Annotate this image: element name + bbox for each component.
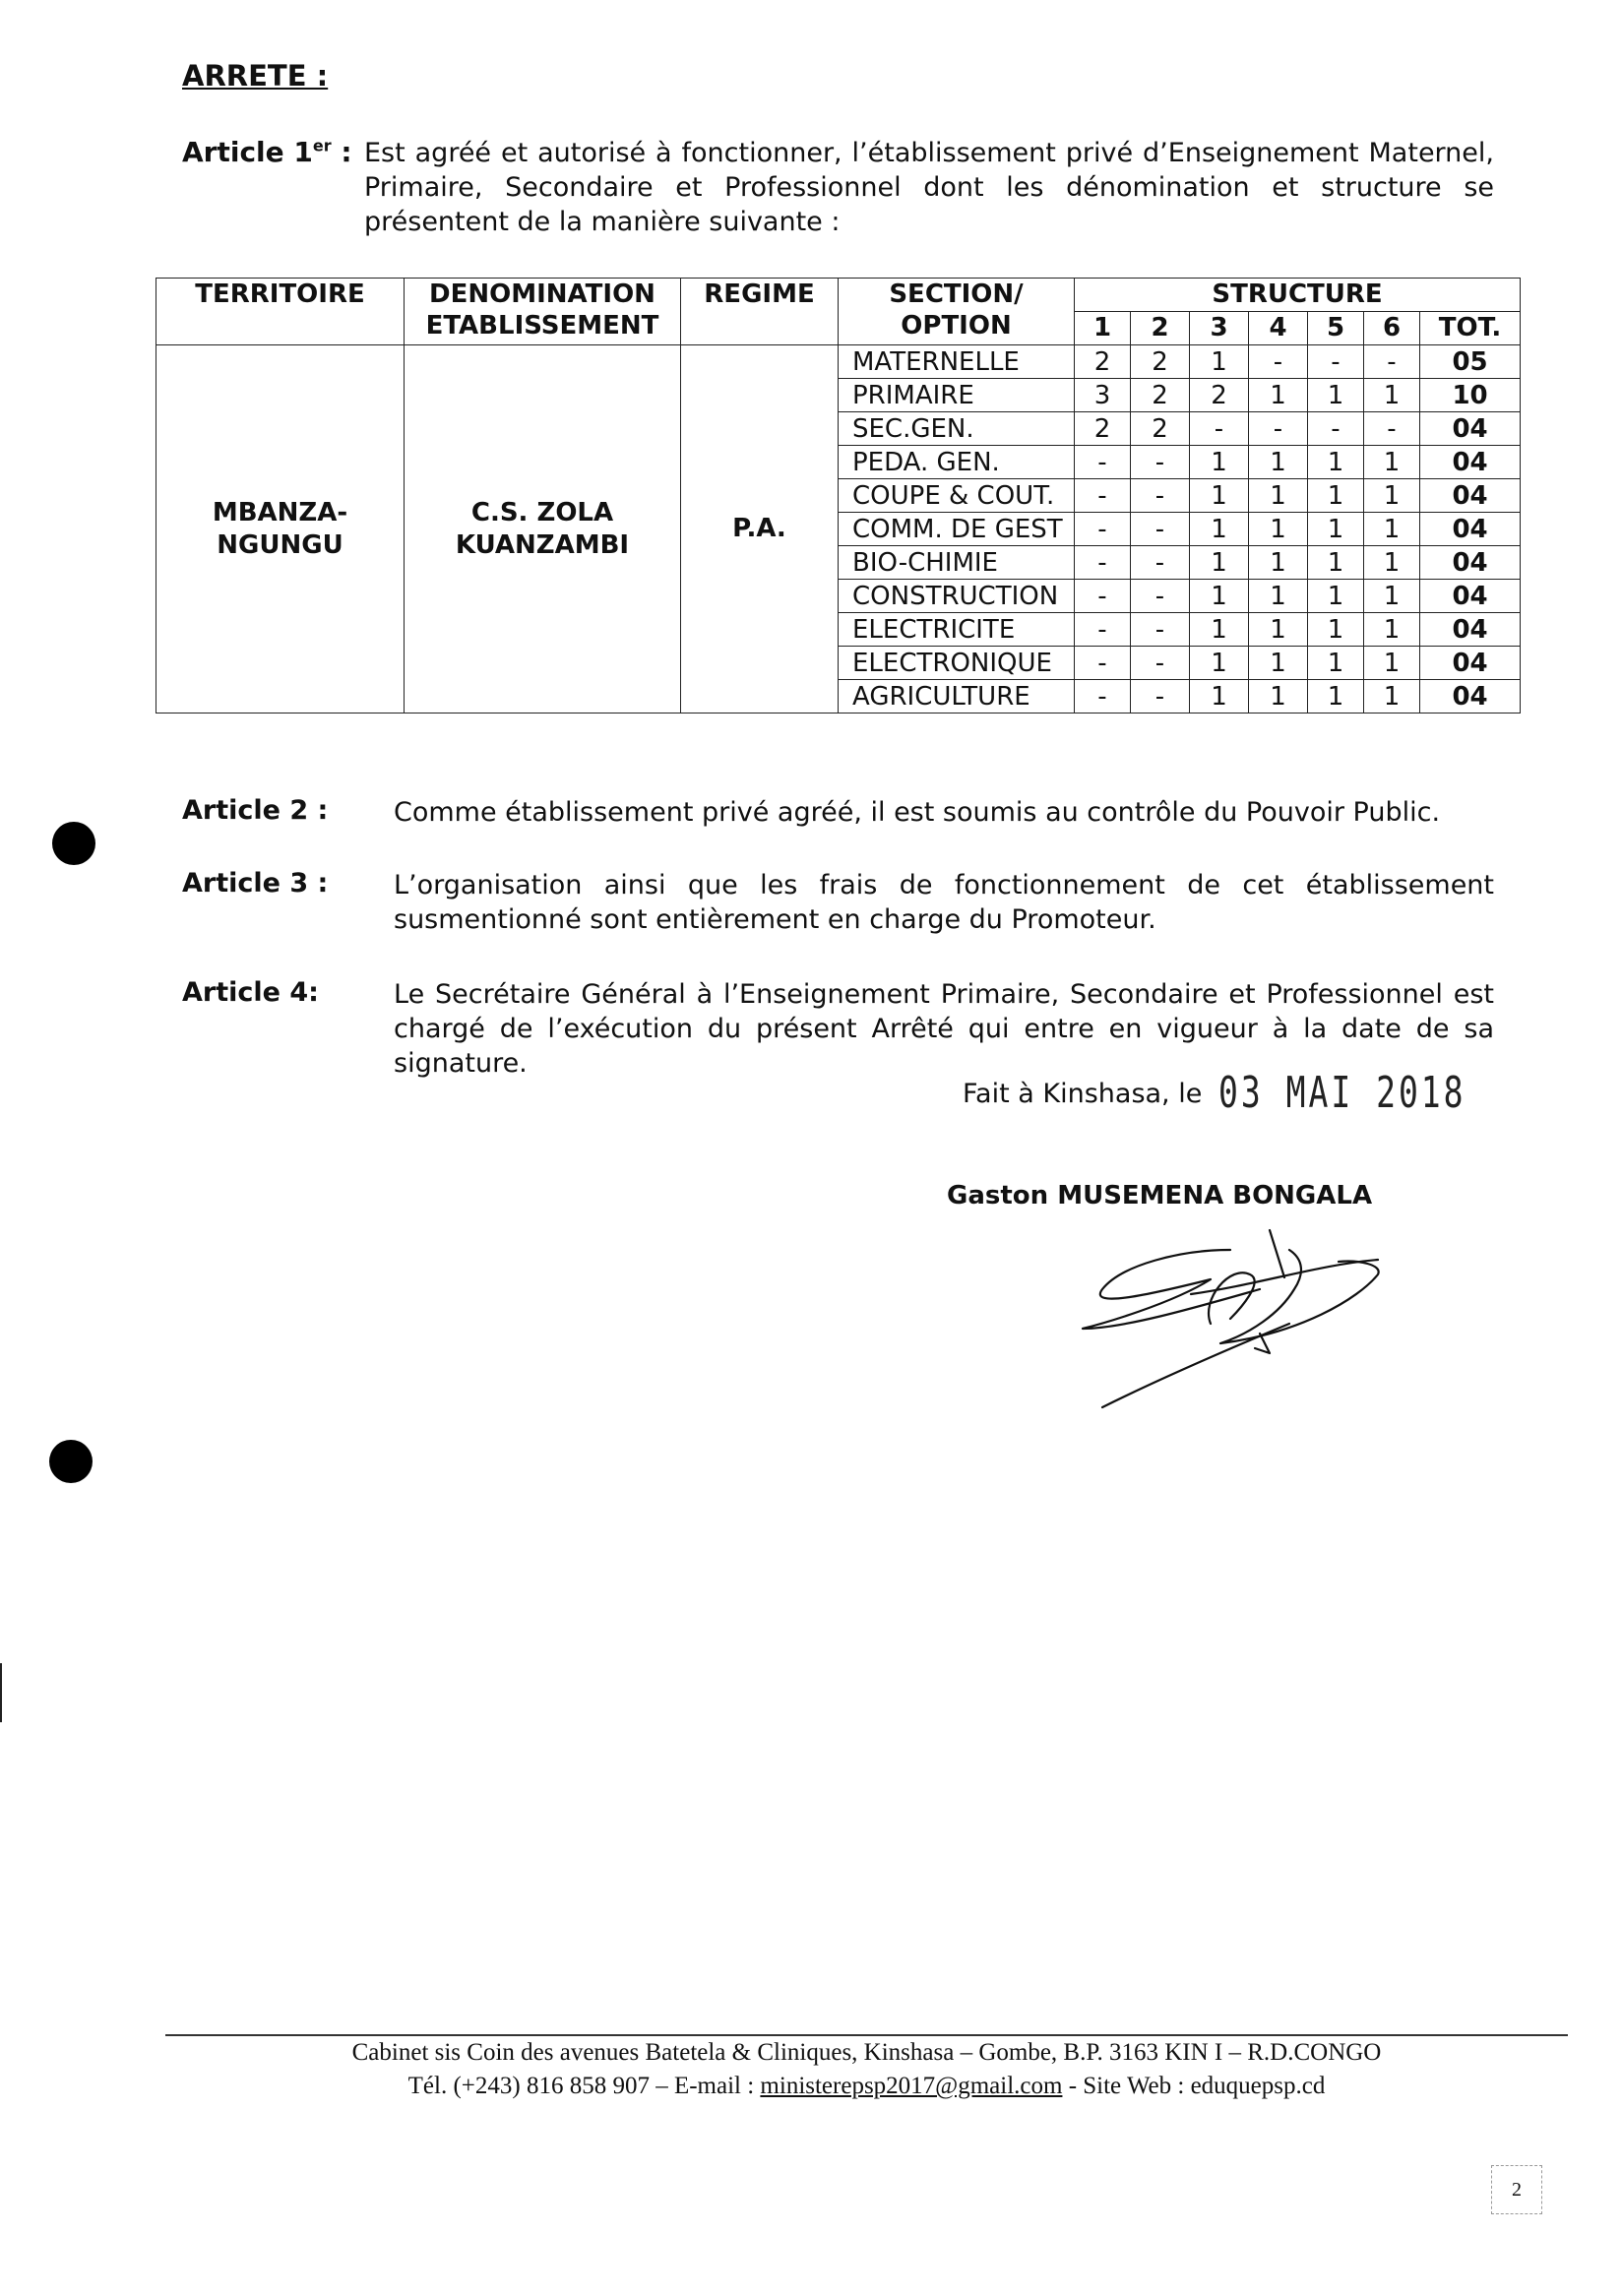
article-3-label: Article 3 :	[182, 868, 329, 899]
section-cell: ELECTRONIQUE	[839, 647, 1075, 680]
total-cell: 04	[1420, 446, 1521, 479]
level-cell: 1	[1308, 613, 1364, 647]
col-denomination: DENOMINATION ETABLISSEMENT	[405, 279, 681, 345]
level-cell: -	[1075, 580, 1131, 613]
total-cell: 04	[1420, 647, 1521, 680]
level-cell: 1	[1364, 546, 1420, 580]
level-cell: 1	[1249, 513, 1308, 546]
article-1-label	[182, 136, 352, 168]
level-cell: 1	[1190, 647, 1249, 680]
level-cell: 2	[1131, 345, 1190, 379]
level-cell: -	[1249, 412, 1308, 446]
level-cell: 1	[1249, 479, 1308, 513]
col-total: TOT.	[1420, 312, 1521, 345]
total-cell: 04	[1420, 613, 1521, 647]
level-cell: 1	[1364, 680, 1420, 714]
level-cell: -	[1131, 680, 1190, 714]
punch-hole	[52, 822, 95, 865]
level-cell: 2	[1075, 345, 1131, 379]
article-1-label-text: Article 1	[182, 136, 313, 168]
article-3-text: L’organisation ainsi que les frais de fonctionnement de cet établissement susmentionné sont entièrement en charge du Promoteur.	[394, 870, 1494, 935]
article-2-label: Article 2 :	[182, 795, 329, 826]
col-regime: REGIME	[681, 279, 839, 345]
level-cell: 1	[1364, 580, 1420, 613]
level-cell: -	[1131, 546, 1190, 580]
level-cell: -	[1131, 479, 1190, 513]
col-structure: STRUCTURE	[1075, 279, 1521, 312]
level-cell: 1	[1249, 647, 1308, 680]
section-cell: PRIMAIRE	[839, 379, 1075, 412]
level-cell: -	[1131, 580, 1190, 613]
level-cell: 1	[1308, 680, 1364, 714]
level-cell: -	[1364, 412, 1420, 446]
total-cell: 04	[1420, 580, 1521, 613]
level-cell: 1	[1190, 513, 1249, 546]
signatory-name: Gaston MUSEMENA BONGALA	[947, 1181, 1373, 1210]
level-cell: 3	[1075, 379, 1131, 412]
level-cell: -	[1131, 647, 1190, 680]
level-cell: -	[1308, 345, 1364, 379]
article-1-sup: er	[312, 136, 332, 155]
level-cell: 2	[1131, 412, 1190, 446]
section-cell: CONSTRUCTION	[839, 580, 1075, 613]
level-cell: 2	[1131, 379, 1190, 412]
structure-table	[156, 278, 1521, 714]
total-cell: 04	[1420, 680, 1521, 714]
article-4-text: Le Secrétaire Général à l’Enseignement Primaire, Secondaire et Professionnel est chargé de l’exécution du présent Arrêté qui entre en vigueur à la date de sa signature.	[394, 979, 1494, 1079]
level-cell: -	[1190, 412, 1249, 446]
level-cell: 1	[1249, 580, 1308, 613]
level-cell: -	[1075, 479, 1131, 513]
article-1-text	[364, 136, 1494, 239]
article-1-line1: Est agréé et autorisé à fonctionner, l’établissement privé d’Enseignement Maternel,	[364, 138, 1494, 168]
section-cell: PEDA. GEN.	[839, 446, 1075, 479]
total-cell: 04	[1420, 513, 1521, 546]
footer-email-link[interactable]: ministerepsp2017@gmail.com	[760, 2073, 1063, 2099]
signature-icon	[1063, 1220, 1398, 1417]
total-cell: 04	[1420, 479, 1521, 513]
col-level-2: 2	[1131, 312, 1190, 345]
level-cell: -	[1249, 345, 1308, 379]
level-cell: -	[1075, 546, 1131, 580]
level-cell: -	[1308, 412, 1364, 446]
level-cell: 1	[1364, 446, 1420, 479]
level-cell: 1	[1308, 479, 1364, 513]
level-cell: 1	[1308, 446, 1364, 479]
article-1-colon: :	[341, 136, 352, 168]
level-cell: -	[1364, 345, 1420, 379]
footer-address: Cabinet sis Coin des avenues Batetela & Cliniques, Kinshasa – Gombe, B.P. 3163 KIN I – R.D.CONGO	[351, 2039, 1382, 2066]
section-cell: BIO-CHIMIE	[839, 546, 1075, 580]
level-cell: 1	[1249, 379, 1308, 412]
level-cell: 1	[1308, 580, 1364, 613]
level-cell: 1	[1190, 446, 1249, 479]
section-cell: COUPE & COUT.	[839, 479, 1075, 513]
level-cell: 1	[1364, 613, 1420, 647]
level-cell: 1	[1190, 345, 1249, 379]
total-cell: 04	[1420, 546, 1521, 580]
level-cell: 1	[1364, 479, 1420, 513]
level-cell: 1	[1308, 546, 1364, 580]
level-cell: 1	[1364, 379, 1420, 412]
total-cell: 10	[1420, 379, 1521, 412]
level-cell: 1	[1190, 680, 1249, 714]
section-cell: COMM. DE GEST	[839, 513, 1075, 546]
level-cell: -	[1075, 446, 1131, 479]
level-cell: -	[1075, 680, 1131, 714]
level-cell: 1	[1308, 647, 1364, 680]
footer-contact	[165, 2073, 1568, 2100]
level-cell: 1	[1190, 479, 1249, 513]
level-cell: 1	[1190, 613, 1249, 647]
page-heading: ARRETE :	[182, 59, 329, 93]
regime-cell: P.A.	[681, 345, 839, 714]
punch-hole	[49, 1440, 93, 1483]
denomination-cell: C.S. ZOLA KUANZAMBI	[405, 345, 681, 714]
total-cell: 04	[1420, 412, 1521, 446]
col-level-3: 3	[1190, 312, 1249, 345]
section-cell: ELECTRICITE	[839, 613, 1075, 647]
date-stamp: 03 MAI 2018	[1218, 1068, 1466, 1118]
fait-a-kinshasa: Fait à Kinshasa, le	[963, 1079, 1203, 1109]
section-cell: MATERNELLE	[839, 345, 1075, 379]
section-cell: SEC.GEN.	[839, 412, 1075, 446]
level-cell: 1	[1308, 379, 1364, 412]
level-cell: 1	[1190, 580, 1249, 613]
level-cell: 1	[1364, 647, 1420, 680]
col-level-6: 6	[1364, 312, 1420, 345]
footer-tel: Tél. (+243) 816 858 907 – E-mail :	[407, 2073, 755, 2099]
level-cell: 1	[1308, 513, 1364, 546]
col-level-4: 4	[1249, 312, 1308, 345]
total-cell: 05	[1420, 345, 1521, 379]
col-section: SECTION/ OPTION	[839, 279, 1075, 345]
scan-mark	[0, 1663, 2, 1722]
level-cell: 1	[1190, 546, 1249, 580]
level-cell: -	[1131, 513, 1190, 546]
level-cell: 1	[1249, 446, 1308, 479]
level-cell: 1	[1249, 680, 1308, 714]
level-cell: -	[1131, 446, 1190, 479]
article-1-rest: Primaire, Secondaire et Professionnel dont les dénomination et structure se présentent de la manière suivante :	[364, 172, 1494, 237]
level-cell: 2	[1075, 412, 1131, 446]
col-level-1: 1	[1075, 312, 1131, 345]
col-level-5: 5	[1308, 312, 1364, 345]
article-4-label: Article 4:	[182, 977, 319, 1008]
level-cell: 1	[1249, 613, 1308, 647]
col-territoire: TERRITOIRE	[156, 279, 405, 345]
section-cell: AGRICULTURE	[839, 680, 1075, 714]
page-number: 2	[1491, 2165, 1542, 2214]
level-cell: 1	[1364, 513, 1420, 546]
level-cell: -	[1075, 613, 1131, 647]
level-cell: 2	[1190, 379, 1249, 412]
territoire-cell: MBANZA- NGUNGU	[156, 345, 405, 714]
footer-divider	[165, 2034, 1568, 2036]
table-row	[156, 345, 1521, 379]
level-cell: 1	[1249, 546, 1308, 580]
level-cell: -	[1075, 513, 1131, 546]
footer-website: - Site Web : eduquepsp.cd	[1068, 2073, 1326, 2099]
article-2-text: Comme établissement privé agréé, il est soumis au contrôle du Pouvoir Public.	[394, 797, 1441, 828]
level-cell: -	[1131, 613, 1190, 647]
level-cell: -	[1075, 647, 1131, 680]
